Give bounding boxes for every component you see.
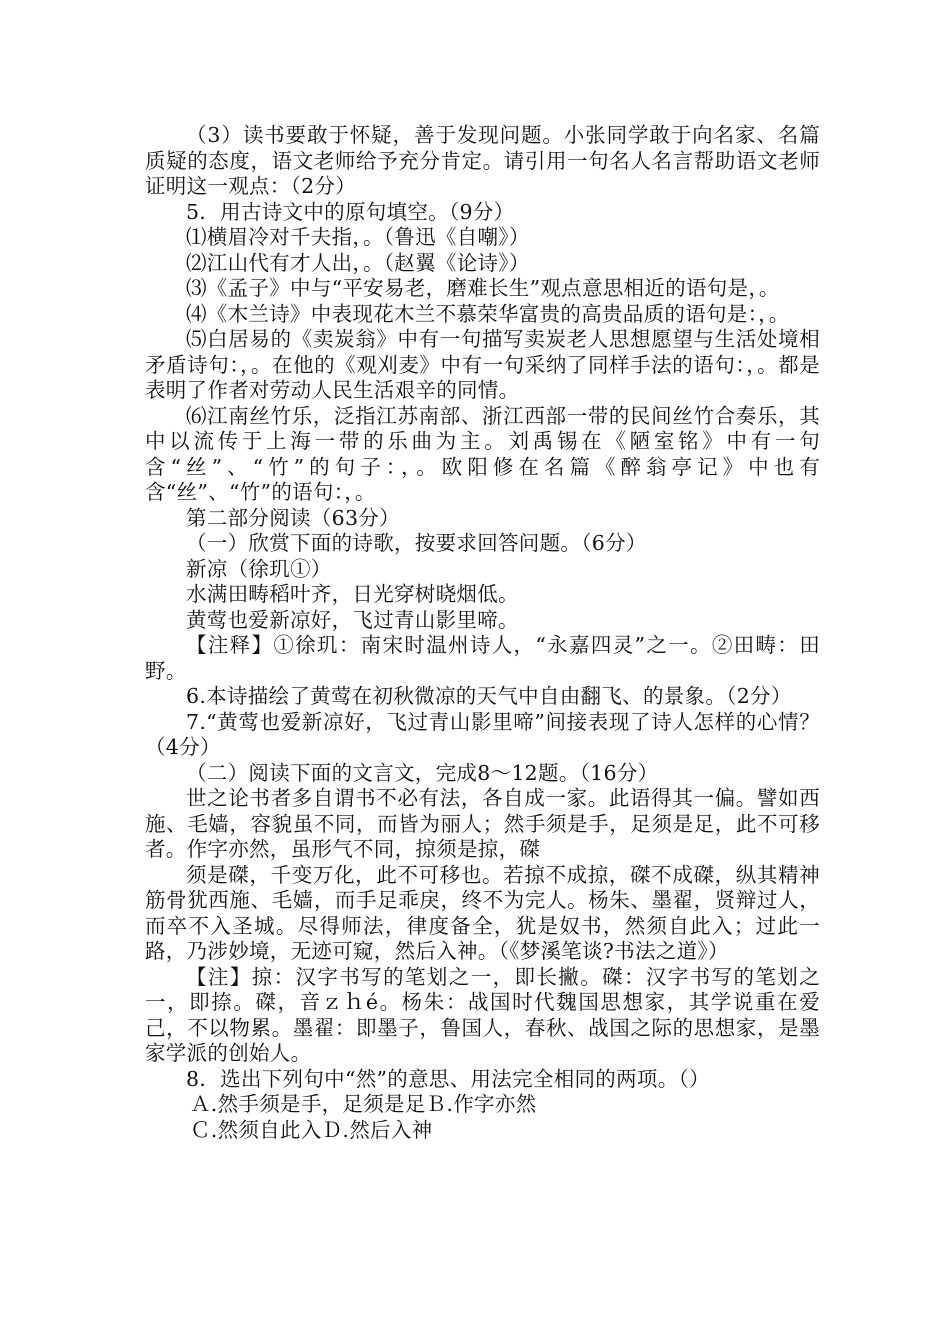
question-5-5: ⑸白居易的《卖炭翁》中有一句描写卖炭老人思想愿望与生活处境相矛盾诗句：，。在他的《观刈麦》中有一句采纳了同样手法的语句：，。都是表明了作者对劳动人民生活艰辛的同情。 bbox=[145, 327, 820, 402]
question-5-2: ⑵江山代有才人出，。（赵翼《论诗》） bbox=[186, 250, 530, 275]
question-8: 8．选出下列句中“然”的意思、用法完全相同的两项。（） bbox=[186, 1066, 710, 1091]
poem-annotation: 【注释】①徐玑：南宋时温州诗人，“永嘉四灵”之一。②田畴：田野。 bbox=[145, 633, 820, 683]
question-8-options-ab: Ａ.然手须是手，足须是足Ｂ.作字亦然 bbox=[190, 1092, 537, 1116]
question-5-1: ⑴横眉冷对千夫指，。（鲁迅《自嘲》） bbox=[186, 225, 530, 249]
poem-line-1: 水满田畴稻叶齐，日光穿树晓烟低。 bbox=[186, 582, 519, 606]
section-two-heading: （二）阅读下面的文言文，完成8～12题。（16分） bbox=[186, 760, 659, 785]
part-two-heading: 第二部分阅读（63分） bbox=[186, 505, 400, 530]
question-5-3: ⑶《孟子》中与“平安易老，磨难长生”观点意思相近的语句是，。 bbox=[186, 276, 780, 300]
question-6: 6.本诗描绘了黄莺在初秋微凉的天气中自由翻飞、的景象。（2分） bbox=[186, 684, 792, 708]
document-body bbox=[145, 123, 820, 1143]
classical-text-part-2: 须是磔，千变万化，此不可移也。若掠不成掠，磔不成磔，纵其精神筋骨犹西施、毛嫱，而手足乖戾，终不为完人。杨朱、墨翟，贤辩过人，而卒不入圣城。尽得师法，律度备全，犹是奴书，然须自此入；过此一路，乃涉妙境，无迹可窥，然后入神。（《梦溪笔谈?书法之道》） bbox=[145, 862, 820, 963]
question-7: 7.“黄莺也爱新凉好，飞过青山影里啼”间接表现了诗人怎样的心情？（4分） bbox=[145, 709, 820, 759]
classical-text-part-1: 世之论书者多自谓书不必有法，各自成一家。此语得其一偏。譬如西施、毛嫱，容貌虽不同，而皆为丽人；然手须是手，足须是足，此不可移者。作字亦然，虽形气不同，掠须是掠，磔 bbox=[145, 786, 820, 861]
poem-line-2: 黄莺也爱新凉好，飞过青山影里啼。 bbox=[186, 607, 519, 632]
poem-title: 新凉（徐玑①） bbox=[186, 556, 332, 581]
section-one-heading: （一）欣赏下面的诗歌，按要求回答问题。（6分） bbox=[186, 531, 647, 555]
question-4-3: （3）读书要敢于怀疑，善于发现问题。小张同学敢于向名家、名篇质疑的态度，语文老师给予充分肯定。请引用一句名人名言帮助语文老师证明这一观点：（2分） bbox=[145, 123, 820, 198]
question-5-4: ⑷《木兰诗》中表现花木兰不慕荣华富贵的高贵品质的语句是：，。 bbox=[186, 301, 790, 326]
question-8-options-cd: Ｃ.然须自此入Ｄ.然后入神 bbox=[190, 1117, 433, 1142]
question-5-heading: 5．用古诗文中的原句填空。（9分） bbox=[186, 199, 515, 224]
classical-text-annotation: 【注】掠：汉字书写的笔划之一，即长撇。磔：汉字书写的笔划之一，即捺。磔，音ｚｈé。杨朱：战国时代魏国思想家，其学说重在爱己，不以物累。墨翟：即墨子，鲁国人，春秋、战国之际的思想家，是墨家学派的创始人。 bbox=[145, 964, 820, 1065]
question-5-6: ⑹江南丝竹乐，泛指江苏南部、浙江西部一带的民间丝竹合奏乐，其中以流传于上海一带的乐曲为主。刘禹锡在《陋室铭》中有一句含“丝”、“竹”的句子：，。欧阳修在名篇《醉翁亭记》中也有含“丝”、“竹”的语句：，。 bbox=[145, 403, 820, 504]
